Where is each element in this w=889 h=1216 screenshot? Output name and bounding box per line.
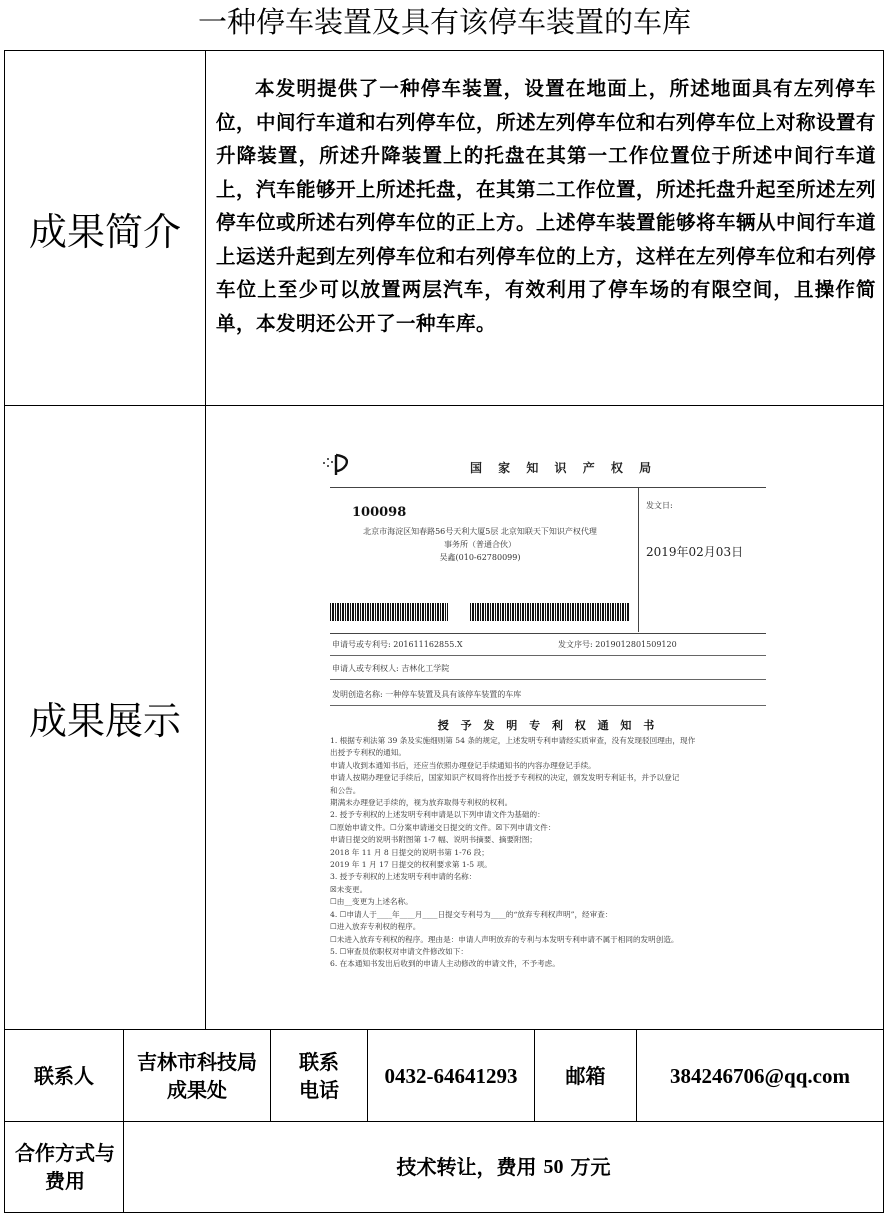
application-number-row: [330, 635, 766, 656]
notice-line: 5. ☐审查员依职权对申请文件修改如下：: [330, 946, 468, 956]
cooperation-value-prefix: 技术转让，费用: [396, 1155, 544, 1179]
notice-line: 期满未办理登记手续的，视为放弃取得专利权的权利。: [330, 798, 513, 808]
notice-title: 授 予 发 明 专 利 权 通 知 书: [437, 719, 659, 732]
issue-date-label: 发文日:: [646, 501, 673, 510]
notice-line: ☐由__变更为上述名称。: [330, 897, 413, 907]
notice-body: [330, 735, 766, 971]
contact-email-label: 邮箱: [565, 1063, 606, 1088]
cooperation-value-suffix: 万元: [563, 1155, 611, 1179]
cooperation-value: [124, 1122, 883, 1212]
notice-line: 4. ☐申请人于____年____月____日提交专利号为____的“放弃专利权声明”，经审查：: [330, 909, 613, 919]
recipient-address: [330, 525, 630, 564]
display-label: 成果展示: [28, 699, 181, 743]
postal-code: 100098: [352, 505, 407, 520]
table-right-border: [883, 50, 884, 1213]
notice-line: ☐未进入放弃专利权的程序。理由是：申请人声明放弃的专利与本发明专利申请不属于相同的发明创造。: [330, 934, 679, 944]
notice-line: 申请日提交的说明书附图第 1-7 幅、说明书摘要、摘要附图；: [330, 835, 537, 845]
notice-line: ☐进入放弃专利权的程序。: [330, 922, 421, 932]
intro-label: 成果简介: [28, 209, 181, 254]
contact-person-label: 联系人: [34, 1063, 94, 1088]
notice-line: 和公告。: [330, 785, 361, 795]
notice-line: 3. 授予专利权的上述发明专利申请的名称：: [330, 872, 477, 882]
column-divider: [205, 50, 206, 1030]
invention-name: 发明创造名称: 一种停车装置及具有该停车装置的车库: [332, 690, 522, 699]
applicant: 申请人或专利权人: 吉林化工学院: [332, 664, 450, 673]
notice-line: ☒未变更。: [330, 884, 368, 894]
contact-phone-label: 联系电话: [299, 1049, 339, 1102]
notice-line: 申请人收到本通知书后，还应当依照办理登记手续通知书的内容办理登记手续。: [330, 760, 596, 770]
address-line: 事务所（普通合伙）: [444, 540, 516, 549]
cooperation-fee-amount: 50: [543, 1156, 564, 1178]
table-bottom-border: [4, 1212, 884, 1213]
address-box-divider: [638, 487, 639, 632]
patent-notice-image: [330, 445, 770, 1015]
notice-line: ☐原始申请文件。☐分案申请递交日提交的文件。☒下列申请文件：: [330, 822, 556, 832]
intro-text: 本发明提供了一种停车装置，设置在地面上，所述地面具有左列停车位，中间行车道和右列停车位，所述左列停车位和右列停车位上对称设置有升降装置，所述升降装置上的托盘在其第一工作位置位于所述中间行车道上，汽车能够开上所述托盘，在其第二工作位置，所述托盘升起至所述左列停车位或所述右列停车位的正上方。上述停车装置能够将车辆从中间行车道上运送升起到左列停车位和右列停车位的上方，这样在左列停车位和右列停车位上至少可以放置两层汽车，有效利用了停车场的有限空间，且操作简单，本发明还公开了一种车库。: [216, 77, 877, 335]
invention-row: [330, 685, 766, 706]
notice-line: 2018 年 11 月 8 日提交的说明书第 1-76 段；: [330, 847, 489, 857]
cooperation-label: 合作方式与费用: [15, 1141, 115, 1193]
address-line: 北京市海淀区知春路56号天利大厦5层 北京知联天下知识产权代理: [363, 527, 597, 536]
barcode: [470, 603, 630, 621]
contact-phone-value: 0432-64641293: [384, 1063, 518, 1088]
page-title: 一种停车装置及具有该停车装置的车库: [197, 5, 691, 39]
notice-line: 6. 在本通知书发出后收到的申请人主动修改的申请文件，不予考虑。: [330, 959, 560, 969]
barcode: [330, 603, 448, 621]
notice-line: 申请人按期办理登记手续后，国家知识产权局将作出授予专利权的决定，颁发发明专利证书，并予以登记: [330, 773, 680, 783]
notice-line: 2019 年 1 月 17 日提交的权利要求第 1-5 项。: [330, 860, 492, 870]
notice-line: 2. 授予专利权的上述发明专利申请是以下列申请文件为基础的：: [330, 810, 545, 820]
cnipa-logo-icon: [320, 451, 360, 477]
serial-number: 发文序号: 2019012801509120: [558, 640, 677, 649]
issue-date: 2019年02月03日: [646, 545, 744, 559]
applicant-row: [330, 659, 766, 680]
address-line: 吴鑫(010-62780099): [439, 553, 521, 562]
column-divider: [270, 1029, 271, 1121]
contact-person-value: 吉林市科技局成果处: [137, 1049, 257, 1102]
application-number: 申请号或专利号: 201611162855.X: [332, 640, 463, 649]
contact-email-value: 384246706@qq.com: [670, 1063, 850, 1088]
agency-name: 国 家 知 识 产 权 局: [470, 461, 658, 475]
notice-line: 出授予专利权的通知。: [330, 748, 406, 758]
notice-line: 1. 根据专利法第 39 条及实施细则第 54 条的规定，上述发明专利申请经实质审查，没有发现驳回理由，现作: [330, 736, 696, 745]
